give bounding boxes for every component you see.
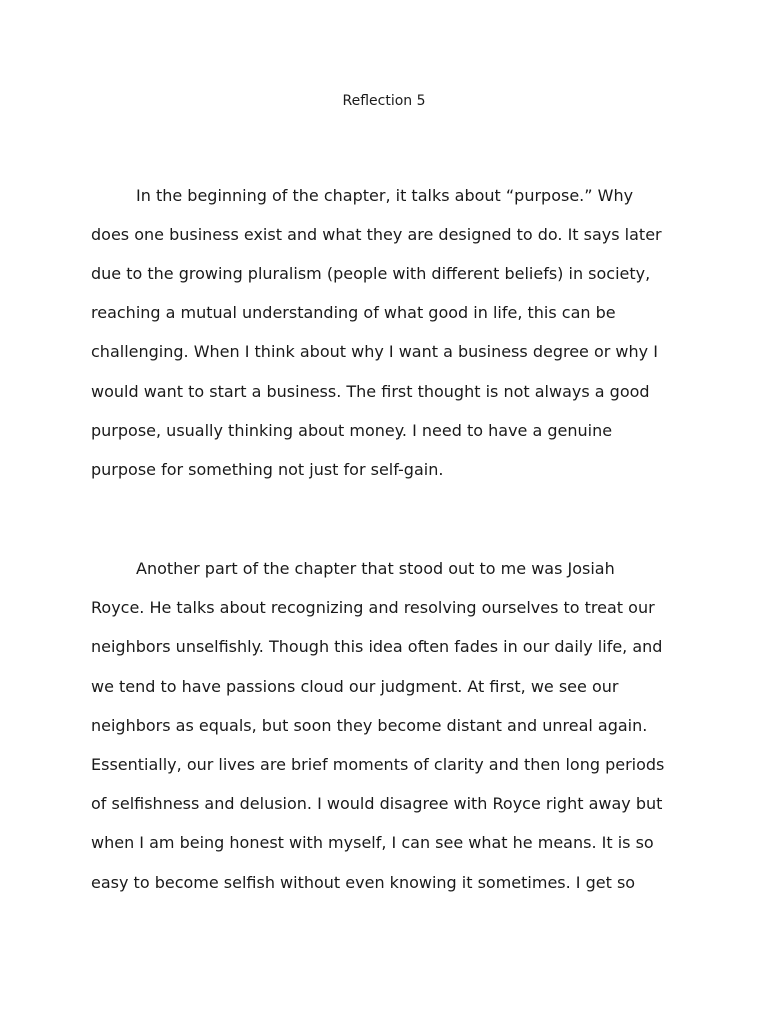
paragraph-line: due to the growing pluralism (people with different beliefs) in society, (91, 264, 651, 283)
paragraph-line: neighbors unselfishly. Though this idea often fades in our daily life, and (91, 637, 663, 656)
paragraph-line: of selfishness and delusion. I would disagree with Royce right away but (91, 794, 663, 813)
paragraph-line: we tend to have passions cloud our judgment. At first, we see our (91, 677, 619, 696)
document-title: Reflection 5 (342, 93, 426, 109)
paragraph-line: would want to start a business. The first thought is not always a good (91, 382, 650, 401)
paragraph-line: purpose for something not just for self-gain. (91, 460, 444, 479)
paragraph-line: reaching a mutual understanding of what good in life, this can be (91, 303, 616, 322)
paragraph-line: Essentially, our lives are brief moments of clarity and then long periods (91, 755, 665, 774)
paragraph-line: neighbors as equals, but soon they become distant and unreal again. (91, 716, 648, 735)
paragraph-line: Royce. He talks about recognizing and resolving ourselves to treat our (91, 598, 655, 617)
paragraph-line: challenging. When I think about why I want a business degree or why I (91, 342, 658, 361)
paragraph-line: Another part of the chapter that stood out to me was Josiah (136, 559, 615, 578)
paragraph-line: In the beginning of the chapter, it talks about “purpose.” Why (136, 186, 634, 205)
paragraph-line: easy to become selfish without even knowing it sometimes. I get so (91, 873, 636, 892)
paragraph-line: when I am being honest with myself, I can see what he means. It is so (91, 833, 654, 852)
paragraph-line: purpose, usually thinking about money. I need to have a genuine (91, 421, 613, 440)
paragraph-line: does one business exist and what they are designed to do. It says later (91, 225, 662, 244)
